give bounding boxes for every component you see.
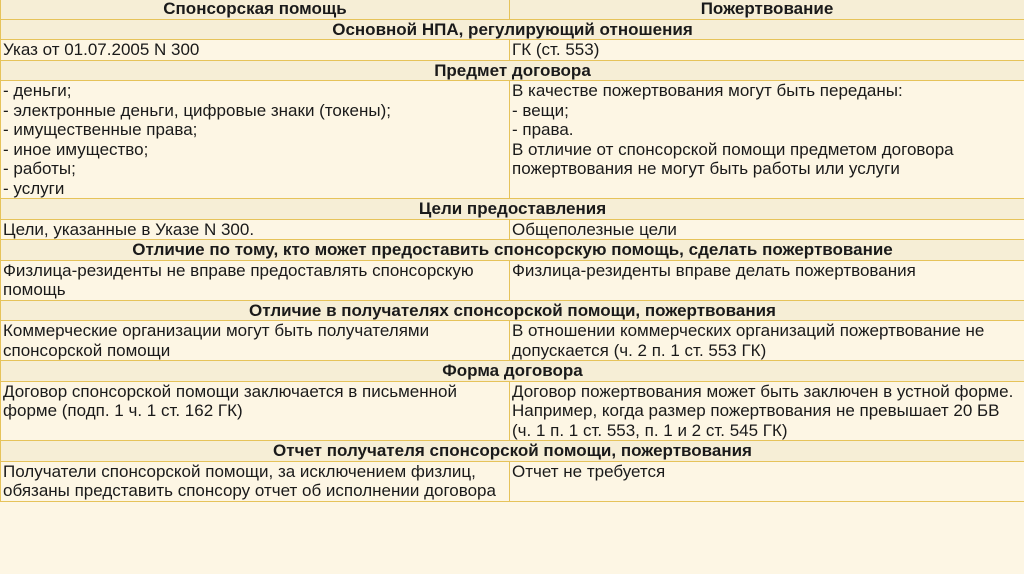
cell-line: Физлица-резиденты вправе делать пожертвования (512, 260, 916, 280)
cell-line: - имущественные права; (3, 120, 198, 139)
cell-line: Отчет не требуется (512, 461, 666, 481)
column-header-donation: Пожертвование (510, 0, 1024, 19)
table-row (1, 40, 1024, 61)
section-title: Основной НПА, регулирующий отношения (1, 19, 1024, 40)
section-row (1, 441, 1024, 462)
donation-cell (510, 260, 1024, 300)
table-row (1, 381, 1024, 441)
section-row (1, 240, 1024, 261)
table-body (1, 19, 1024, 501)
cell-line: Получатели спонсорской помощи, за исключением физлиц, обязаны представить спонсору отчет об исполнении договора (3, 461, 496, 500)
cell-line: - деньги; (3, 81, 72, 100)
section-row (1, 361, 1024, 382)
cell-line: - работы; (3, 159, 76, 178)
section-title: Отчет получателя спонсорской помощи, пожертвования (1, 441, 1024, 462)
sponsorship-cell (1, 219, 510, 240)
table-row (1, 461, 1024, 501)
cell-line: Цели, указанные в Указе N 300. (3, 219, 255, 239)
section-title: Цели предоставления (1, 199, 1024, 220)
section-row (1, 300, 1024, 321)
section-row (1, 19, 1024, 40)
cell-line: В отличие от спонсорской помощи предметом договора пожертвования не могут быть работы или услуги (512, 139, 959, 178)
section-row (1, 60, 1024, 81)
cell-line: - услуги (3, 178, 65, 198)
section-title: Отличие в получателях спонсорской помощи, пожертвования (1, 300, 1024, 321)
column-header-sponsorship: Спонсорская помощь (1, 0, 510, 19)
sponsorship-cell (1, 461, 510, 501)
section-title: Отличие по тому, кто может предоставить спонсорскую помощь, сделать пожертвование (1, 240, 1024, 261)
sponsorship-cell (1, 40, 510, 61)
table-row (1, 81, 1024, 199)
sponsorship-cell (1, 81, 510, 199)
cell-line: ГК (ст. 553) (512, 40, 600, 59)
donation-cell (510, 40, 1024, 61)
donation-cell (510, 81, 1024, 199)
cell-line: В качестве пожертвования могут быть переданы: (512, 81, 903, 100)
sponsorship-cell (1, 381, 510, 441)
section-title: Форма договора (1, 361, 1024, 382)
header-row (1, 0, 1024, 19)
cell-line: Договор спонсорской помощи заключается в письменной форме (подп. 1 ч. 1 ст. 162 ГК) (3, 381, 462, 420)
sponsorship-cell (1, 321, 510, 361)
donation-cell (510, 321, 1024, 361)
cell-line: - вещи; (512, 100, 569, 120)
table-row (1, 321, 1024, 361)
cell-line: Физлица-резиденты не вправе предоставлять спонсорскую помощь (3, 260, 479, 299)
section-row (1, 199, 1024, 220)
sponsorship-cell (1, 260, 510, 300)
table-row (1, 260, 1024, 300)
cell-line: В отношении коммерческих организаций пожертвование не допускается (ч. 2 п. 1 ст. 553 ГК) (512, 321, 990, 360)
section-title: Предмет договора (1, 60, 1024, 81)
donation-cell (510, 381, 1024, 441)
cell-line: Указ от 01.07.2005 N 300 (3, 40, 200, 59)
cell-line: Общеполезные цели (512, 219, 677, 239)
donation-cell (510, 219, 1024, 240)
donation-cell (510, 461, 1024, 501)
cell-line: Коммерческие организации могут быть получателями спонсорской помощи (3, 321, 434, 360)
cell-line: - электронные деньги, цифровые знаки (токены); (3, 100, 391, 120)
cell-line: - права. (512, 120, 574, 139)
cell-line: - иное имущество; (3, 139, 149, 159)
cell-line: Договор пожертвования может быть заключен в устной форме. Например, когда размер пожертвования не превышает 20 БВ (ч. 1 п. 1 ст. 553, п. 1 и 2 ст. 545 ГК) (512, 381, 1019, 440)
table-row (1, 219, 1024, 240)
